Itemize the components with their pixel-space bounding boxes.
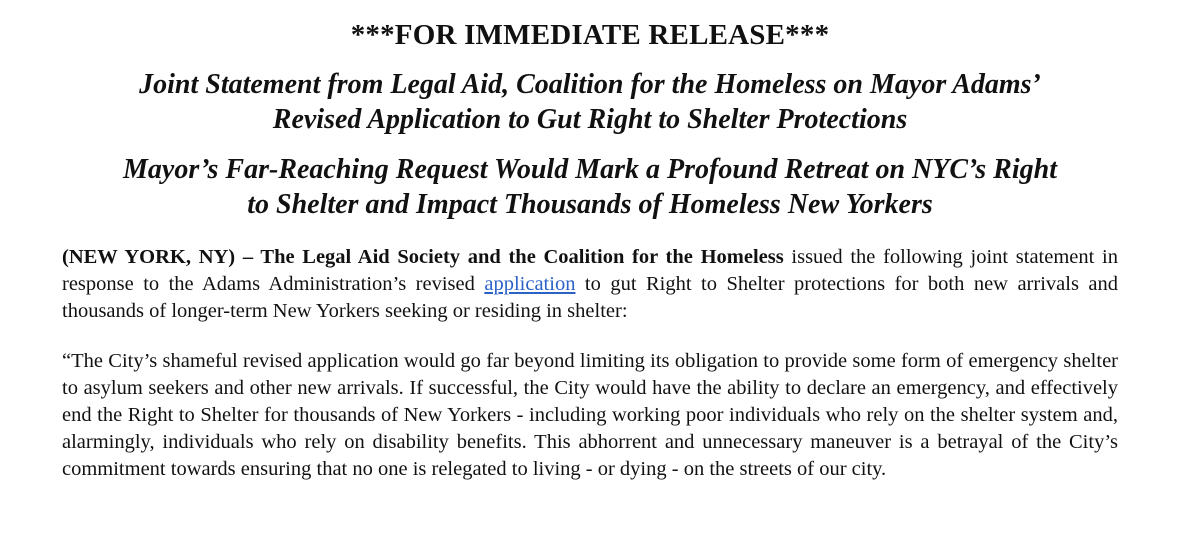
headline-line-1: Joint Statement from Legal Aid, Coalition for the Homeless on Mayor Adams’ xyxy=(139,69,1041,100)
press-release-document xyxy=(62,16,1118,506)
subheadline xyxy=(62,152,1118,222)
dateline: (NEW YORK, NY) – The Legal Aid Society and the Coalition for the Homeless xyxy=(62,246,784,268)
intro-paragraph xyxy=(62,244,1118,325)
application-link[interactable]: application xyxy=(484,273,576,295)
intro-text-before-link: issued the following joint statement in response to the Adams Administration’s revised xyxy=(62,246,1118,295)
headline-line-2: Revised Application to Gut Right to Shelter Protections xyxy=(272,104,908,135)
headline xyxy=(62,67,1118,137)
release-label: ***FOR IMMEDIATE RELEASE*** xyxy=(350,19,830,51)
quote-paragraph: “The City’s shameful revised application would go far beyond limiting its obligation to provide some form of emergency shelter to asylum seekers and other new arrivals. If successful, the City would have the ability to declare an emergency, and effectively end the Right to Shelter for thousands of New Yorkers - including working poor individuals who rely on the shelter system and, alarmingly, individuals who rely on disability benefits. This abhorrent and unnecessary maneuver is a betrayal of the City’s commitment towards ensuring that no one is relegated to living - or dying - on the streets of our city. xyxy=(62,350,1118,480)
subheadline-line-1: Mayor’s Far-Reaching Request Would Mark a Profound Retreat on NYC’s Right xyxy=(123,154,1057,185)
subheadline-line-2: to Shelter and Impact Thousands of Homeless New Yorkers xyxy=(247,189,933,220)
intro-text-after-link: to gut Right to Shelter protections for both new arrivals and thousands of longer-term New Yorkers seeking or residing in shelter: xyxy=(62,273,1118,322)
